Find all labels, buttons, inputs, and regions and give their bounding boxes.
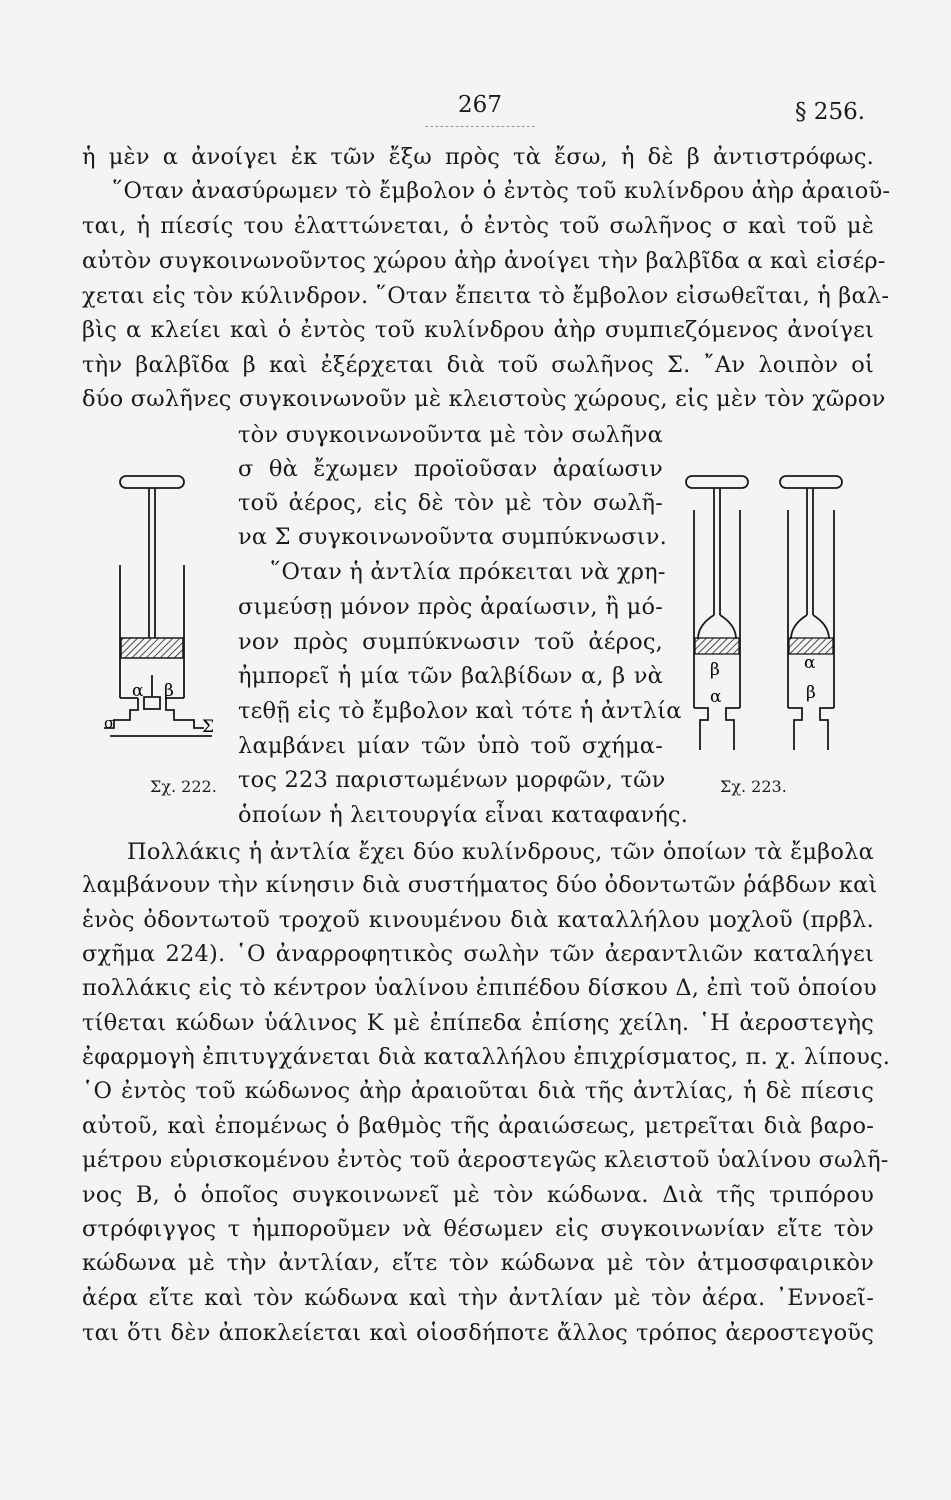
- text-line: λαμβάνουν τὴν κίνησιν διὰ συστήματος δύο ὀδοντωτῶν ῥάβδων καὶ: [82, 872, 878, 898]
- text-line: τος 223 παριστωμένων μορφῶν, τῶν: [238, 767, 666, 793]
- label-alpha: α: [804, 653, 816, 673]
- label-beta: β: [164, 681, 174, 701]
- text-line: ῾Ο ἐντὸς τοῦ κώδωνος ἀὴρ ἀραιοῦται διὰ τῆς ἀντλίας, ἡ δὲ πίεσις: [82, 1078, 874, 1104]
- text-line: σιμεύσῃ μόνον πρὸς ἀραίωσιν, ἢ μό-: [238, 594, 663, 620]
- text-line: ται, ἡ πίεσίς του ἐλαττώνεται, ὁ ἐντὸς τοῦ σωλῆνος σ καὶ τοῦ μὲ: [82, 213, 874, 239]
- text-line: σ θὰ ἔχωμεν προϊοῦσαν ἀραίωσιν: [238, 456, 663, 482]
- label-alpha: α: [710, 687, 722, 707]
- text-line: ὁποίων ἡ λειτουργία εἶναι καταφανής.: [238, 802, 689, 828]
- text-line: ῞Οταν ἡ ἀντλία πρόκειται νὰ χρη-: [270, 559, 666, 585]
- label-sigma: σ: [104, 714, 115, 732]
- text-line: πολλάκις εἰς τὸ κέντρον ὑαλίνου ἐπιπέδου δίσκου Δ, ἐπὶ τοῦ ὁποίου: [82, 975, 877, 1001]
- text-line: ται ὅτι δὲν ἀποκλείεται καὶ οἱοσδήποτε ἄλλος τρόπος ἀεροστεγοῦς: [82, 1320, 874, 1346]
- text-line: ἀέρα εἴτε καὶ τὸν κώδωνα καὶ τὴν ἀντλίαν μὲ τὸν ἀέρα. ᾿Εννοεῖ-: [82, 1285, 874, 1311]
- text-line: τὴν βαλβῖδα β καὶ ἐξέρχεται διὰ τοῦ σωλῆνος Σ. ῎Αν λοιπὸν οἱ: [82, 352, 874, 378]
- text-line: Πολλάκις ἡ ἀντλία ἔχει δύο κυλίνδρους, τῶν ὁποίων τὰ ἔμβολα: [127, 839, 874, 865]
- figure-222-pump-diagram: [100, 470, 225, 770]
- text-line: νον πρὸς συμπύκνωσιν τοῦ ἀέρος,: [238, 629, 663, 655]
- label-beta: β: [806, 683, 816, 703]
- text-line: νος Β, ὁ ὁποῖος συγκοινωνεῖ μὲ τὸν κώδωνα. Διὰ τῆς τριπόρου: [82, 1182, 874, 1208]
- text-line: ἡ μὲν α ἀνοίγει ἐκ τῶν ἔξω πρὸς τὰ ἔσω, ἡ δὲ β ἀντιστρόφως.: [82, 144, 874, 170]
- label-alpha: α: [132, 681, 144, 701]
- text-line: χεται εἰς τὸν κύλινδρον. ῞Οταν ἔπειτα τὸ ἔμβολον εἰσωθεῖται, ἡ βαλ-: [82, 283, 890, 309]
- text-line: να Σ συγκοινωνοῦντα συμπύκνωσιν.: [238, 524, 668, 550]
- text-line: αὐτοῦ, καὶ ἐπομένως ὁ βαθμὸς τῆς ἀραιώσεως, μετρεῖται διὰ βαρο-: [82, 1113, 874, 1139]
- text-line: τοῦ ἀέρος, εἰς δὲ τὸν μὲ τὸν σωλῆ-: [238, 490, 663, 516]
- text-line: σχῆμα 224). ῾Ο ἀναρροφητικὸς σωλὴν τῶν ἀεραντλιῶν καταλήγει: [82, 941, 874, 967]
- text-line: κώδωνα μὲ τὴν ἀντλίαν, εἴτε τὸν κώδωνα μὲ τὸν ἀτμοσφαιρικὸν: [82, 1250, 874, 1276]
- text-line: αὐτὸν συγκοινωνοῦντος χώρου ἀὴρ ἀνοίγει τὴν βαλβῖδα α καὶ εἰσέρ-: [82, 248, 886, 274]
- label-capital-sigma: Σ: [202, 717, 215, 737]
- text-line: τὸν συγκοινωνοῦντα μὲ τὸν σωλῆνα: [238, 422, 663, 448]
- text-line: τίθεται κώδων ὑάλινος Κ μὲ ἐπίπεδα ἐπίσης χείλη. ῾Η ἀεροστεγὴς: [82, 1010, 874, 1036]
- text-line: λαμβάνει μίαν τῶν ὑπὸ τοῦ σχήμα-: [238, 733, 663, 759]
- text-line: ἑνὸς ὀδοντωτοῦ τροχοῦ κινουμένου διὰ καταλλήλου μοχλοῦ (πρβλ.: [82, 907, 874, 933]
- text-line: τεθῇ εἰς τὸ ἔμβολον καὶ τότε ἡ ἀντλία: [238, 698, 682, 724]
- text-line: στρόφιγγος τ ἠμποροῦμεν νὰ θέσωμεν εἰς συγκοινωνίαν εἴτε τὸν: [82, 1216, 874, 1242]
- page-number: 267: [458, 92, 502, 118]
- section-number: § 256.: [795, 99, 866, 125]
- label-beta: β: [710, 660, 720, 680]
- figure-222-caption: Σχ. 222.: [150, 777, 217, 796]
- page-number-rule: [425, 126, 535, 127]
- text-line: βὶς α κλείει καὶ ὁ ἐντὸς τοῦ κυλίνδρου ἀὴρ συμπιεζόμενος ἀνοίγει: [82, 317, 874, 343]
- text-line: μέτρου εὑρισκομένου ἐντὸς τοῦ ἀεροστεγῶς κλειστοῦ ὑαλίνου σωλῆ-: [82, 1147, 889, 1173]
- text-line: ἐφαρμογὴ ἐπιτυγχάνεται διὰ καταλλήλου ἐπιχρίσματος, π. χ. λίπους.: [82, 1044, 891, 1070]
- text-line: ῞Οταν ἀνασύρωμεν τὸ ἔμβολον ὁ ἐντὸς τοῦ κυλίνδρου ἀὴρ ἀραιοῦ-: [112, 178, 891, 204]
- text-line: δύο σωλῆνες συγκοινωνοῦν μὲ κλειστοὺς χώρους, εἰς μὲν τὸν χῶρον: [82, 386, 886, 412]
- text-line: ἠμπορεῖ ἡ μία τῶν βαλβίδων α, β νὰ: [238, 663, 663, 689]
- figure-223-pump-diagram: [676, 470, 876, 760]
- figure-223-caption: Σχ. 223.: [720, 777, 787, 796]
